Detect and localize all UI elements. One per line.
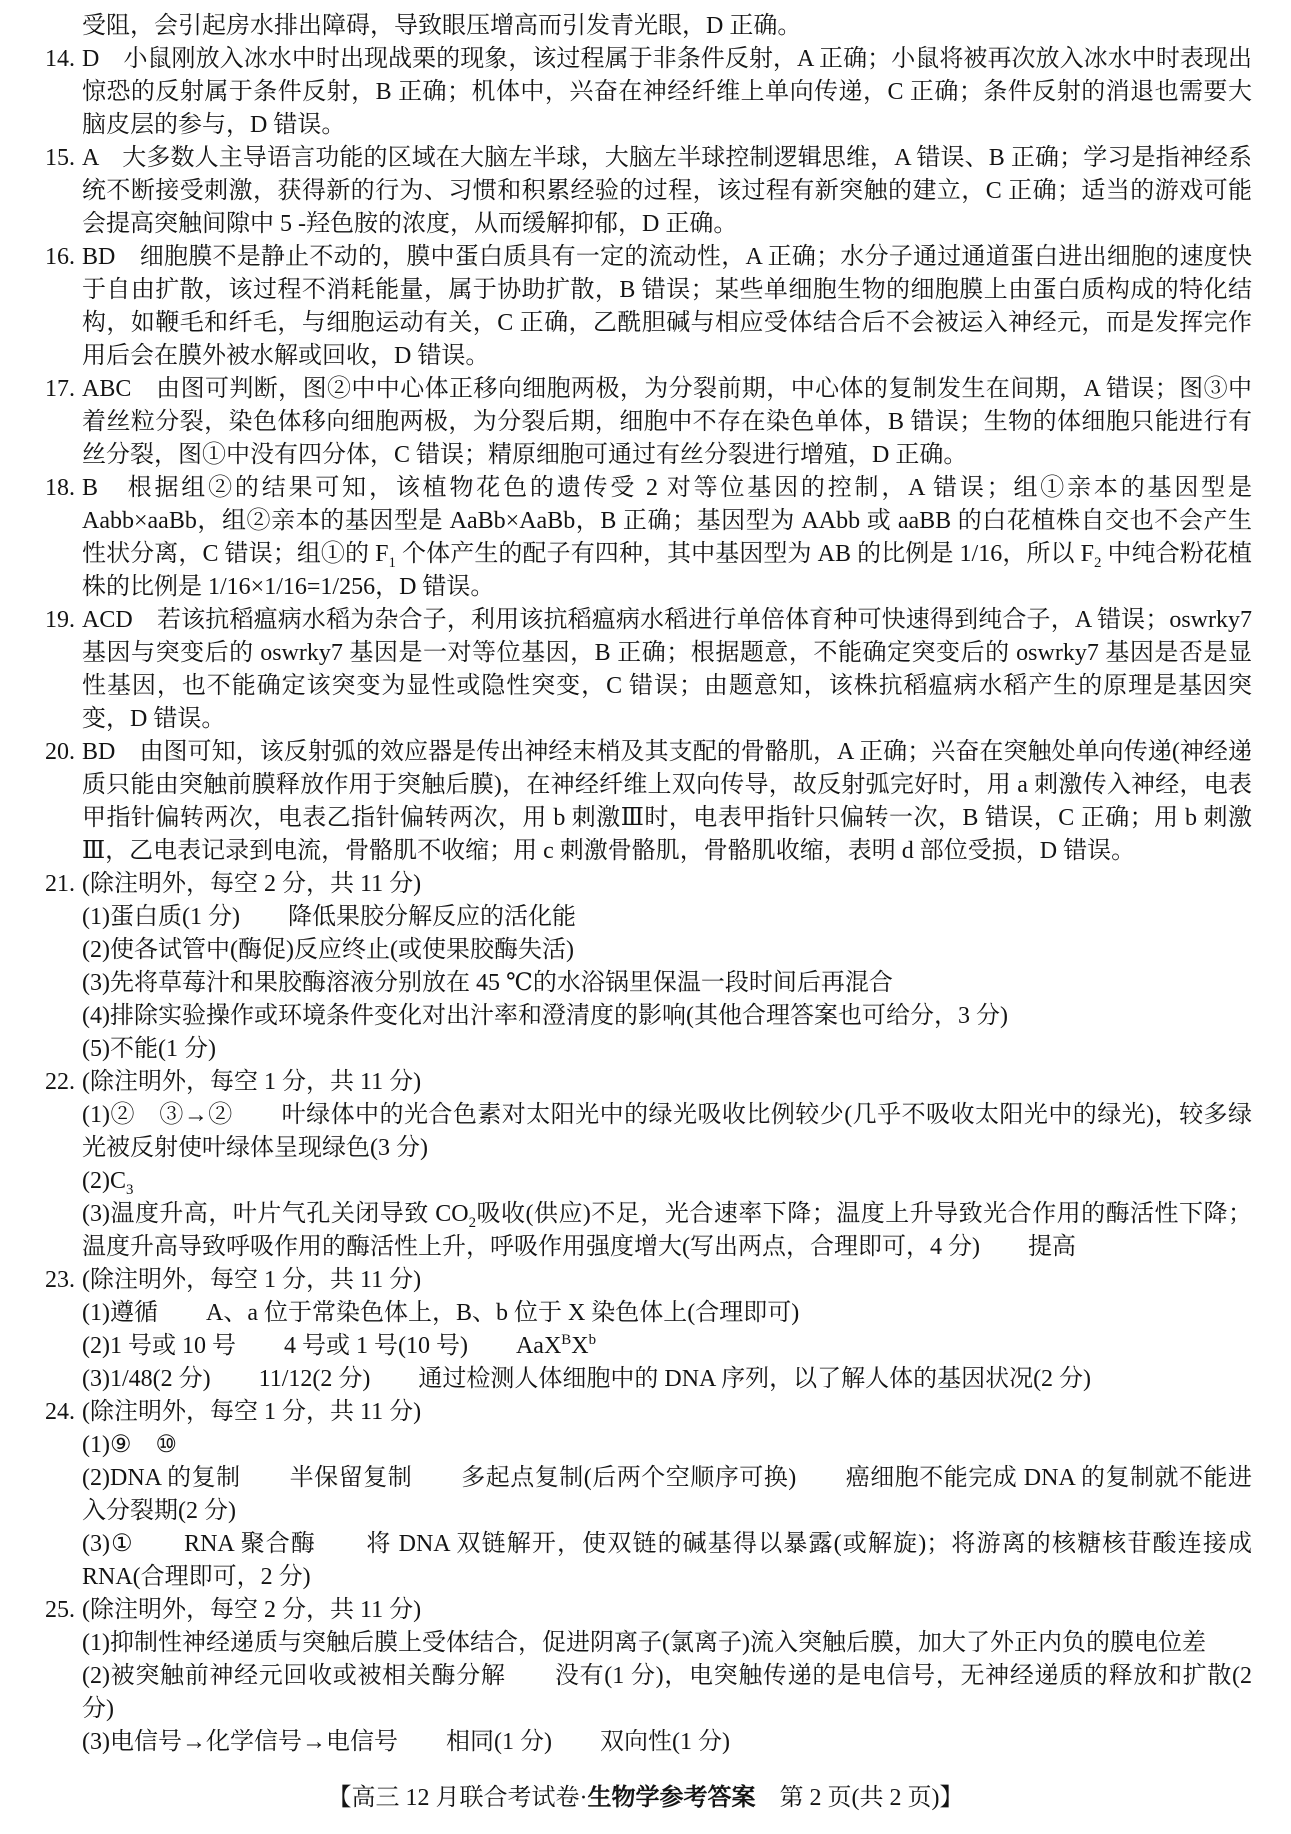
answer-text: (1)遵循 A、a 位于常染色体上，B、b 位于 X 染色体上(合理即可) bbox=[82, 1300, 800, 1326]
answer-line bbox=[45, 901, 1252, 934]
answer-text: (2)被突触前神经元回收或被相关酶分解 没有(1 分)，电突触传递的是电信号，无神经递质的释放和扩散(2 分) bbox=[82, 1663, 1252, 1722]
answer-line bbox=[45, 10, 1252, 43]
item-number: 24. bbox=[45, 1399, 75, 1425]
item-number: 20. bbox=[45, 739, 75, 765]
answer-line bbox=[45, 1528, 1252, 1594]
item-number: 17. bbox=[45, 376, 75, 402]
item-number: 25. bbox=[45, 1597, 75, 1623]
footer-exam-title: 【高三 12 月联合考试卷· bbox=[327, 1785, 588, 1811]
answer-item bbox=[45, 1264, 1252, 1297]
answer-line bbox=[45, 1297, 1252, 1330]
answer-item bbox=[45, 43, 1252, 142]
answer-text: (除注明外，每空 2 分，共 11 分) bbox=[82, 871, 422, 897]
answer-line bbox=[45, 1660, 1252, 1726]
item-number: 22. bbox=[45, 1069, 75, 1095]
answer-text: (3)先将草莓汁和果胶酶溶液分别放在 45 ℃的水浴锅里保温一段时间后再混合 bbox=[82, 970, 893, 996]
answer-line bbox=[45, 1165, 1252, 1198]
answer-text: ABC 由图可判断，图②中中心体正移向细胞两极，为分裂前期，中心体的复制发生在间期，A 错误；图③中着丝粒分裂，染色体移向细胞两极，为分裂后期，细胞中不存在染色单体，B 错误；生物的体细胞只能进行有丝分裂，图①中没有四分体，C 错误；精原细胞可通过有丝分裂进行增殖，D 正确。 bbox=[82, 376, 1252, 468]
answer-text: ACD 若该抗稻瘟病水稻为杂合子，利用该抗稻瘟病水稻进行单倍体育种可快速得到纯合子，A 错误；oswrky7 基因与突变后的 oswrky7 基因是一对等位基因，B 正确；根据题意，不能确定突变后的 oswrky7 基因是否是显性基因，也不能确定该突变为显性或隐性突变，C 错误；由题意知，该株抗稻瘟病水稻产生的原理是基因突变，D 错误。 bbox=[82, 607, 1252, 732]
answer-item bbox=[45, 241, 1252, 373]
answer-line bbox=[45, 934, 1252, 967]
answer-line bbox=[45, 1429, 1252, 1462]
answer-text: (3)温度升高，叶片气孔关闭导致 $CO_2$吸收(供应)不足，光合速率下降；温度上升导致光合作用的酶活性下降；温度升高导致呼吸作用的酶活性上升，呼吸作用强度增大(写出两点，合理即可，4 分) 提高 bbox=[82, 1201, 1252, 1260]
answer-text: (4)排除实验操作或环境条件变化对出汁率和澄清度的影响(其他合理答案也可给分，3 分) bbox=[82, 1003, 1008, 1029]
answer-text: (除注明外，每空 1 分，共 11 分) bbox=[82, 1267, 422, 1293]
answer-text: (1)蛋白质(1 分) 降低果胶分解反应的活化能 bbox=[82, 904, 576, 930]
answer-line bbox=[45, 1033, 1252, 1066]
answer-text: (除注明外，每空 2 分，共 11 分) bbox=[82, 1597, 422, 1623]
answer-line bbox=[45, 967, 1252, 1000]
answer-line bbox=[45, 1099, 1252, 1165]
answer-text: BD 细胞膜不是静止不动的，膜中蛋白质具有一定的流动性，A 正确；水分子通过通道蛋白进出细胞的速度快于自由扩散，该过程不消耗能量，属于协助扩散，B 错误；某些单细胞生物的细胞膜上由蛋白质构成的特化结构，如鞭毛和纤毛，与细胞运动有关，C 正确，乙酰胆碱与相应受体结合后不会被运入神经元，而是发挥完作用后会在膜外被水解或回收，D 错误。 bbox=[82, 244, 1252, 369]
answer-text: (5)不能(1 分) bbox=[82, 1036, 216, 1062]
answer-text: (2)DNA 的复制 半保留复制 多起点复制(后两个空顺序可换) 癌细胞不能完成 DNA 的复制就不能进入分裂期(2 分) bbox=[82, 1465, 1252, 1524]
answer-text: (3)电信号→化学信号→电信号 相同(1 分) 双向性(1 分) bbox=[82, 1729, 730, 1755]
answer-item bbox=[45, 142, 1252, 241]
answer-text: (3)① RNA 聚合酶 将 DNA 双链解开，使双链的碱基得以暴露(或解旋)；将游离的核糖核苷酸连接成 RNA(合理即可，2 分) bbox=[82, 1531, 1252, 1590]
answer-item bbox=[45, 868, 1252, 901]
answer-item bbox=[45, 1594, 1252, 1627]
answer-text: (除注明外，每空 1 分，共 11 分) bbox=[82, 1069, 422, 1095]
answer-text: D 小鼠刚放入冰水中时出现战栗的现象，该过程属于非条件反射，A 正确；小鼠将被再次放入冰水中时表现出惊恐的反射属于条件反射，B 正确；机体中，兴奋在神经纤维上单向传递，C 正确；条件反射的消退也需要大脑皮层的参与，D 错误。 bbox=[82, 46, 1252, 138]
answer-item bbox=[45, 1396, 1252, 1429]
answer-text: 受阻，会引起房水排出障碍，导致眼压增高而引发青光眼，D 正确。 bbox=[82, 13, 802, 39]
item-number: 23. bbox=[45, 1267, 75, 1293]
answer-text: B 根据组②的结果可知，该植物花色的遗传受 2 对等位基因的控制，A 错误；组①亲本的基因型是 Aabb×aaBb，组②亲本的基因型是 AaBb×AaBb，B 正确；基因型为 AAbb 或 aaBB 的白花植株自交也不会产生性状分离，C 错误；组①的 $F_1$ 个体产生的配子有四种，其中基因型为 AB 的比例是 1/16，所以 $F_2$ 中纯合粉花植株的比例是 1/16×1/16=1/256，D 错误。 bbox=[82, 475, 1253, 600]
answer-item bbox=[45, 604, 1252, 736]
page-footer bbox=[0, 1782, 1291, 1815]
answer-text: (1)② ③→② 叶绿体中的光合色素对太阳光中的绿光吸收比例较少(几乎不吸收太阳光中的绿光)，较多绿光被反射使叶绿体呈现绿色(3 分) bbox=[82, 1102, 1252, 1161]
answer-line bbox=[45, 1363, 1252, 1396]
answer-line bbox=[45, 1726, 1252, 1759]
answer-text: (1)⑨ ⑩ bbox=[82, 1432, 178, 1458]
answer-text: $(2)C_3$ bbox=[82, 1168, 134, 1198]
answer-line bbox=[45, 1198, 1252, 1264]
answer-text: (1)抑制性神经递质与突触后膜上受体结合，促进阴离子(氯离子)流入突触后膜，加大了外正内负的膜电位差 bbox=[82, 1630, 1206, 1656]
item-number: 16. bbox=[45, 244, 75, 270]
answer-text: BD 由图可知，该反射弧的效应器是传出神经末梢及其支配的骨骼肌，A 正确；兴奋在突触处单向传递(神经递质只能由突触前膜释放作用于突触后膜)，在神经纤维上双向传导，故反射弧完好时，用 a 刺激传入神经，电表甲指针偏转两次，电表乙指针偏转两次，用 b 刺激Ⅲ时，电表甲指针只偏转一次，B 错误，C 正确；用 b 刺激Ⅲ，乙电表记录到电流，骨骼肌不收缩；用 c 刺激骨骼肌，骨骼肌收缩，表明 d 部位受损，D 错误。 bbox=[82, 739, 1252, 864]
answer-item bbox=[45, 472, 1252, 604]
item-number: 14. bbox=[45, 46, 75, 72]
answer-text: (3)1/48(2 分) 11/12(2 分) 通过检测人体细胞中的 DNA 序列，以了解人体的基因状况(2 分) bbox=[82, 1366, 1092, 1392]
answer-item bbox=[45, 736, 1252, 868]
answer-line bbox=[45, 1330, 1252, 1363]
answer-line bbox=[45, 1462, 1252, 1528]
answer-text: (除注明外，每空 1 分，共 11 分) bbox=[82, 1399, 422, 1425]
answer-text: (2)使各试管中(酶促)反应终止(或使果胶酶失活) bbox=[82, 937, 574, 963]
footer-page-number: 第 2 页(共 2 页)】 bbox=[755, 1785, 964, 1811]
item-number: 21. bbox=[45, 871, 75, 897]
answer-line bbox=[45, 1627, 1252, 1660]
answer-line bbox=[45, 1000, 1252, 1033]
answer-item bbox=[45, 1066, 1252, 1099]
item-number: 19. bbox=[45, 607, 75, 633]
answer-item bbox=[45, 373, 1252, 472]
answer-text: (2)1 号或 10 号 4 号或 1 号(10 号) $AaX^BX^b$ bbox=[82, 1332, 596, 1359]
answer-text: A 大多数人主导语言功能的区域在大脑左半球，大脑左半球控制逻辑思维，A 错误、B 正确；学习是指神经系统不断接受刺激，获得新的行为、习惯和积累经验的过程，该过程有新突触的建立，C 正确；适当的游戏可能会提高突触间隙中 5 -羟色胺的浓度，从而缓解抑郁，D 正确。 bbox=[82, 145, 1252, 237]
item-number: 15. bbox=[45, 145, 75, 171]
footer-subject-title: 生物学参考答案 bbox=[587, 1785, 756, 1811]
item-number: 18. bbox=[45, 475, 75, 501]
